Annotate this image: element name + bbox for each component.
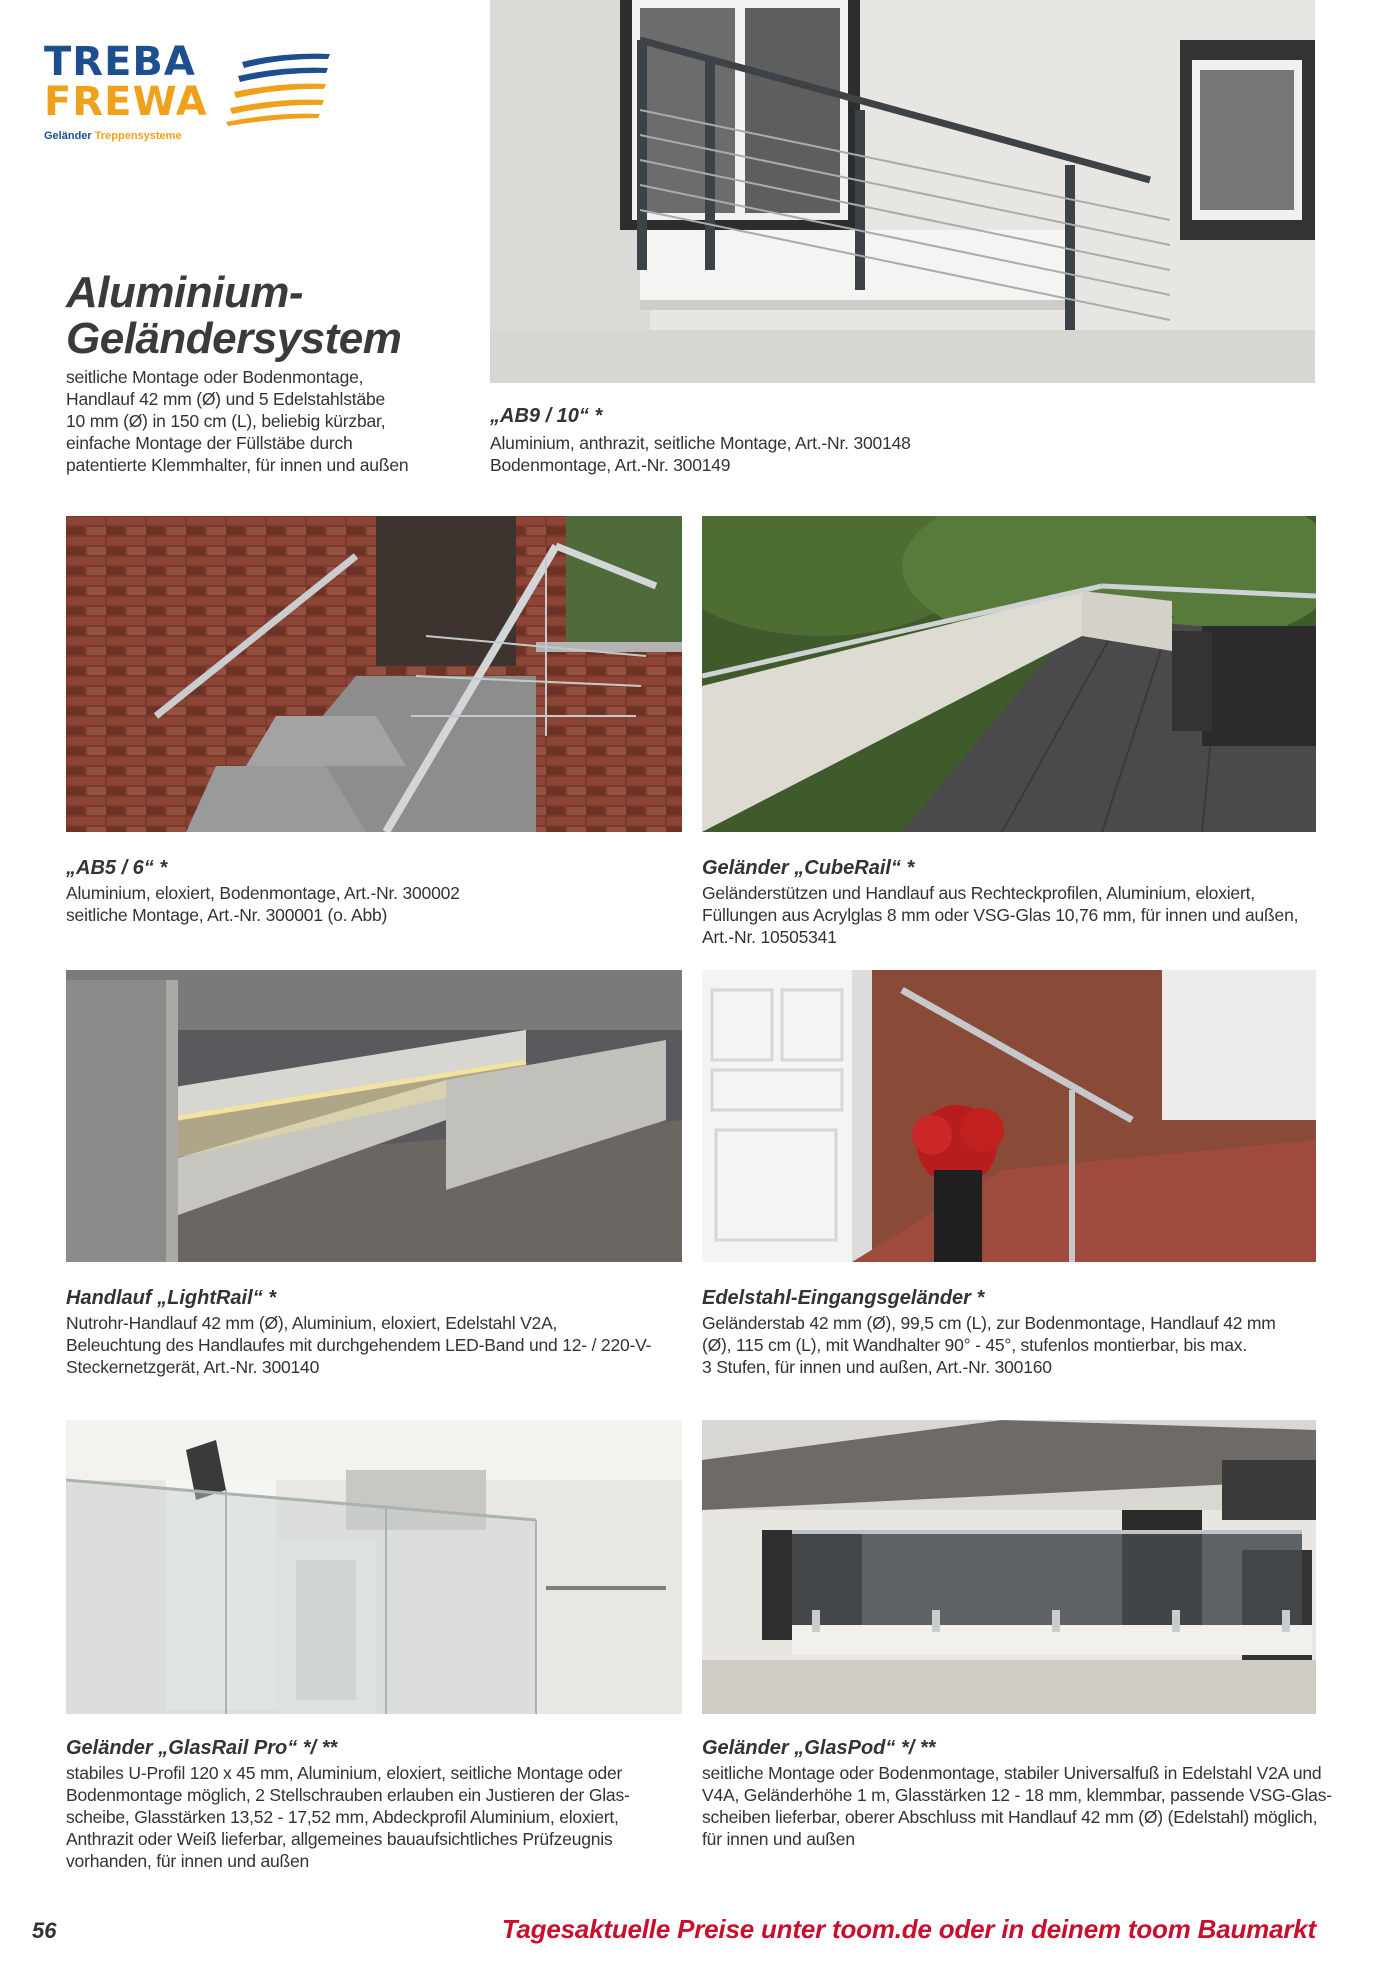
product-title: Handlauf „LightRail“ * (66, 1287, 276, 1309)
product-title: „AB5 / 6“ * (66, 857, 168, 879)
product-description (66, 1762, 630, 1872)
footer-tagline: Tagesaktuelle Preise unter toom.de oder in deinem toom Baumarkt (501, 1914, 1316, 1944)
product-line: Füllungen aus Acrylglas 8 mm oder VSG-Glas 10,76 mm, für innen und außen, (702, 905, 1299, 925)
product-line: V4A, Geländerhöhe 1 m, Glasstärken 12 - 18 mm, klemmbar, passende VSG-Glas- (702, 1785, 1332, 1805)
product-photo-ab9-10 (490, 0, 1315, 383)
product-photo-glasrail-pro (66, 1420, 682, 1714)
product-photo-ab5-6 (66, 516, 682, 832)
intro-line: Handlauf 42 mm (Ø) und 5 Edelstahlstäbe (66, 389, 386, 409)
product-photo-cuberail (702, 516, 1316, 832)
product-line: 3 Stufen, für innen und außen, Art.-Nr. 300160 (702, 1357, 1052, 1377)
product-line: seitliche Montage oder Bodenmontage, stabiler Universalfuß in Edelstahl V2A und (702, 1763, 1322, 1783)
product-line: Aluminium, anthrazit, seitliche Montage, Art.-Nr. 300148 (490, 433, 911, 453)
product-line: Bodenmontage möglich, 2 Stellschrauben erlauben ein Justieren der Glas- (66, 1785, 630, 1805)
product-line: scheiben lieferbar, oberer Abschluss mit Handlauf 42 mm (Ø) (Edelstahl) möglich, (702, 1807, 1318, 1827)
product-line: (Ø), 115 cm (L), mit Wandhalter 90° - 45°, stufenlos montierbar, bis max. (702, 1335, 1248, 1355)
page-number: 56 (32, 1918, 57, 1943)
logo-tagline-b: Treppensysteme (94, 130, 182, 142)
product-line: Bodenmontage, Art.-Nr. 300149 (490, 455, 731, 475)
product-line: Aluminium, eloxiert, Bodenmontage, Art.-Nr. 300002 (66, 883, 460, 903)
product-photo-edelstahl (702, 970, 1316, 1262)
intro-line: patentierte Klemmhalter, für innen und außen (66, 455, 409, 475)
logo-tagline-a: Geländer (44, 130, 92, 142)
page-title-line1: Aluminium- (66, 268, 303, 317)
page-title (66, 270, 486, 362)
product-line: Geländerstützen und Handlauf aus Rechteckprofilen, Aluminium, eloxiert, (702, 883, 1255, 903)
product-title: Geländer „GlasPod“ */ ** (702, 1737, 936, 1759)
product-title: Geländer „CubeRail“ * (702, 857, 915, 879)
product-line: vorhanden, für innen und außen (66, 1851, 310, 1871)
product-line: seitliche Montage, Art.-Nr. 300001 (o. Abb) (66, 905, 388, 925)
product-line: Beleuchtung des Handlaufes mit durchgehendem LED-Band und 12- / 220-V- (66, 1335, 652, 1355)
product-line: Nutrohr-Handlauf 42 mm (Ø), Aluminium, eloxiert, Edelstahl V2A, (66, 1313, 558, 1333)
product-title: „AB9 / 10“ * (490, 405, 603, 427)
product-title: Geländer „GlasRail Pro“ */ ** (66, 1737, 338, 1759)
logo-tagline (44, 130, 182, 142)
logo-text-line1: TREBA (44, 39, 196, 85)
product-description (66, 882, 460, 926)
product-line: scheibe, Glasstärken 13,52 - 17,52 mm, Abdeckprofil Aluminium, eloxiert, (66, 1807, 619, 1827)
product-line: Steckernetzgerät, Art.-Nr. 300140 (66, 1357, 320, 1377)
product-line: stabiles U-Profil 120 x 45 mm, Aluminium, eloxiert, seitliche Montage oder (66, 1763, 623, 1783)
intro-description (66, 366, 408, 476)
product-description (66, 1312, 651, 1378)
brand-logo (44, 39, 344, 152)
product-photo-glaspod (702, 1420, 1316, 1714)
product-photo-lightrail (66, 970, 682, 1262)
product-description (490, 432, 911, 476)
product-description (702, 882, 1298, 948)
product-line: Geländerstab 42 mm (Ø), 99,5 cm (L), zur Bodenmontage, Handlauf 42 mm (702, 1313, 1276, 1333)
page-title-line2: Geländersystem (66, 314, 402, 363)
product-title: Edelstahl-Eingangsgeländer * (702, 1287, 985, 1309)
intro-line: einfache Montage der Füllstäbe durch (66, 433, 353, 453)
product-line: Art.-Nr. 10505341 (702, 927, 837, 947)
product-line: für innen und außen (702, 1829, 855, 1849)
intro-line: 10 mm (Ø) in 150 cm (L), beliebig kürzbar, (66, 411, 386, 431)
product-description (702, 1312, 1276, 1378)
product-line: Anthrazit oder Weiß lieferbar, allgemeines bauaufsichtliches Prüfzeugnis (66, 1829, 613, 1849)
intro-line: seitliche Montage oder Bodenmontage, (66, 367, 364, 387)
product-description (702, 1762, 1332, 1850)
logo-swoosh-icon (222, 48, 332, 128)
logo-text-line2: FREWA (44, 79, 208, 125)
